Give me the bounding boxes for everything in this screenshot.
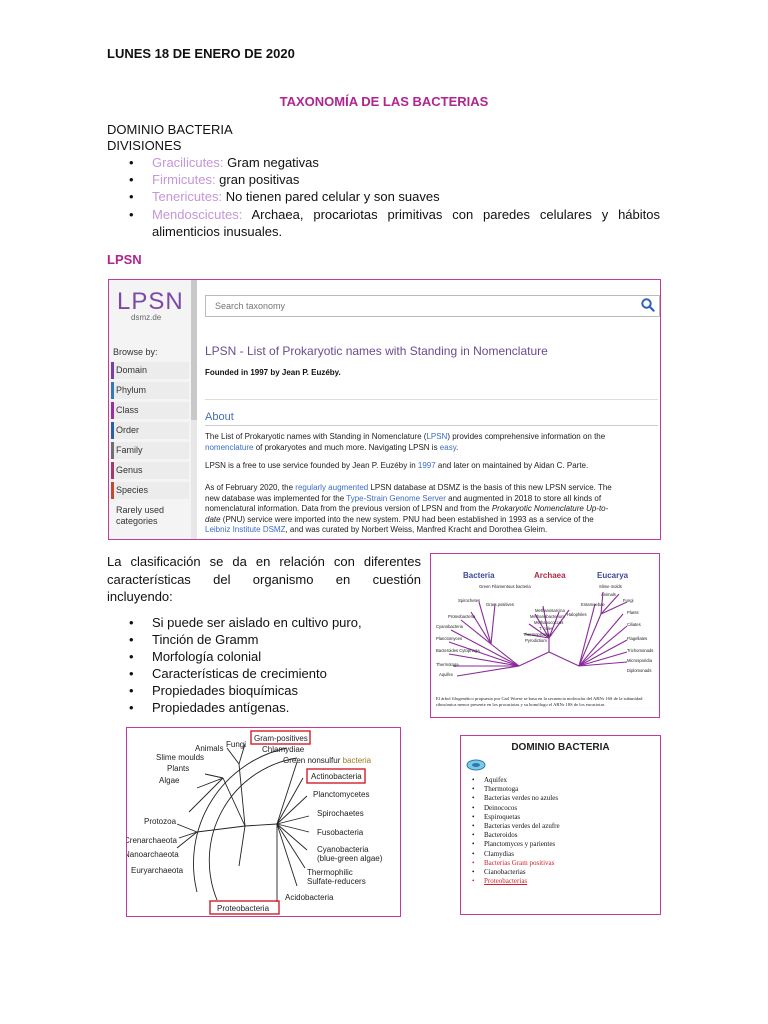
- about-paragraph-3: As of February 2020, the regularly augmented LPSN database at DSMZ is the basis of this new LPSN service. The new database was implemented for the Type-Strain Genome Server and augmented in 2018 to store all kinds of nomenclatural information. Data from the previous version of LPSN and from the Prokaryotic Nomenclature Up-to- date (PNU) service were imported into the new system. PNU had been established in 1993 as a service of the Leibniz Institute DSMZ, and was curated by Norbert Weiss, Manfred Kracht and Dorothea Gleim.: [205, 483, 612, 534]
- about-paragraph-2: LPSN is a free to use service founded by Jean P. Euzéby in 1997 and later on maintained by Aidan C. Parte.: [205, 461, 589, 470]
- lpsn-screenshot: [108, 279, 661, 540]
- list-item: • Bacterias Gram positivas: [472, 859, 560, 868]
- easy-link[interactable]: easy: [439, 442, 457, 452]
- tree-label: Trichomonads: [627, 648, 654, 653]
- divider: [205, 425, 658, 426]
- tree-label: Entamoebae: [581, 602, 605, 607]
- tree-label: Planctomyces: [436, 636, 463, 641]
- tree-label: Fusobacteria: [317, 828, 364, 837]
- lpsn-logo-sub: dsmz.de: [131, 313, 162, 322]
- list-item: • Espiroquetas: [472, 813, 560, 822]
- lpsn-link[interactable]: LPSN: [426, 432, 448, 441]
- about-heading: About: [205, 411, 234, 423]
- bacterium-icon: [465, 758, 487, 772]
- tree-label: Halophiles: [567, 612, 587, 617]
- bacteria-label: Bacteria: [463, 571, 495, 580]
- tree-label: Plants: [627, 610, 639, 615]
- document-date: LUNES 18 DE ENERO DE 2020: [107, 46, 295, 61]
- lpsn-sidebar: [109, 280, 191, 539]
- tree-label: Protozoa: [144, 817, 177, 826]
- year-1997-link[interactable]: 1997: [417, 461, 436, 470]
- lpsn-heading: LPSN: [107, 252, 142, 267]
- tree-label: Diplomonads: [627, 668, 652, 673]
- tree-label: Sulfate-reducers: [307, 877, 366, 886]
- tree-label: Aquifex: [439, 672, 453, 677]
- tygs-link[interactable]: Type-Strain Genome Server: [346, 493, 446, 503]
- tree-label: Slime moulds: [156, 753, 205, 762]
- tree-label: Ciliates: [627, 622, 641, 627]
- tree-label: Proteobacteria: [217, 904, 270, 913]
- tree-label: Gram-positives: [254, 734, 308, 743]
- tree-label: Animals: [195, 744, 224, 753]
- dominio-bacteria-slide: [460, 735, 661, 915]
- tree-label: Algae: [159, 776, 180, 785]
- nav-phylum[interactable]: Phylum: [111, 382, 189, 399]
- list-item: • Bacterias verdes no azules: [472, 794, 560, 803]
- nav-order[interactable]: Order: [111, 422, 189, 439]
- tree-label: Green nonsulfur bacteria: [283, 756, 372, 765]
- nav-genus[interactable]: Genus: [111, 462, 189, 479]
- tree-label: Methanobacterium: [530, 614, 565, 619]
- tree-label: Gram positives: [486, 602, 514, 607]
- about-paragraph-1: The List of Prokaryotic names with Standing in Nomenclature (LPSN) provides comprehensive information on the nomenclature of prokaryotes and much more. Navigating LPSN is easy.: [205, 432, 606, 452]
- list-item: • Cianobacterias: [472, 868, 560, 877]
- archaea-label: Archaea: [534, 571, 566, 580]
- tree-label: Spirochetes: [458, 598, 481, 603]
- nav-rarely-used[interactable]: Rarely used categories: [111, 502, 189, 530]
- list-item: • Clamydias: [472, 850, 560, 859]
- nav-species[interactable]: Species: [111, 482, 189, 499]
- classification-paragraph: La clasificación se da en relación con diferentes características del organismo en cuestión incluyendo:: [107, 554, 421, 604]
- nav-family[interactable]: Family: [111, 442, 189, 459]
- tree-label: Pyrodictium: [525, 638, 547, 643]
- tree-label: Cyanobacteria: [436, 624, 464, 629]
- list-item: • Bacterias verdes del azufre: [472, 822, 560, 831]
- nav-domain[interactable]: Domain: [111, 362, 189, 379]
- lpsn-scrollbar[interactable]: [191, 280, 197, 539]
- lpsn-page-heading: LPSN - List of Prokaryotic names with Standing in Nomenclature: [205, 344, 548, 358]
- slide-title: DOMINIO BACTERIA: [511, 742, 610, 753]
- tree-label: Bacteroides Cytophaga: [436, 648, 480, 653]
- tree-label: Acidobacteria: [285, 893, 334, 902]
- browse-label: Browse by:: [113, 347, 158, 357]
- tree-label: Actinobacteria: [311, 772, 362, 781]
- tree-label: T. celer: [539, 626, 553, 631]
- tree-label: Methanococcus: [534, 620, 564, 625]
- list-item: • Deinococos: [472, 804, 560, 813]
- lpsn-logo: LPSN: [117, 288, 184, 315]
- bacteria-list: [472, 776, 560, 886]
- list-item: • Aquifex: [472, 776, 560, 785]
- tree-label: Fungi: [226, 740, 247, 749]
- tree-label: Crenarchaeota: [127, 836, 177, 845]
- nomenclature-link[interactable]: nomenclature: [205, 442, 254, 452]
- nav-class[interactable]: Class: [111, 402, 189, 419]
- tree-label: Chlamydiae: [262, 745, 305, 754]
- list-item: • Proteobacterias: [472, 877, 560, 886]
- search-box[interactable]: [205, 295, 660, 317]
- tree-label: Spirochaetes: [317, 809, 364, 818]
- list-item: • Bacteroidos: [472, 831, 560, 840]
- document-title: TAXONOMÍA DE LAS BACTERIAS: [279, 94, 489, 109]
- tree-label: Thermotoga: [436, 662, 459, 667]
- woese-tree-image: [430, 553, 660, 718]
- tree-caption: El árbol filogenético propuesto por Carl Woese se basa en la secuencia molecular del ARNr 16S de la subunidad ribosómica menor presente en los procariotas y su homólogo el ARNr 18S de los eucariotas: [436, 696, 643, 707]
- tree-label: (blue-green algae): [317, 854, 383, 863]
- tree-label: Nanoarchaeota: [127, 850, 179, 859]
- eucarya-label: Eucarya: [597, 571, 629, 580]
- dsmz-link[interactable]: Leibniz Institute DSMZ: [205, 525, 286, 534]
- search-input[interactable]: [213, 300, 617, 312]
- tree-of-life-image: [126, 727, 401, 917]
- tree-label: Animals: [601, 592, 616, 597]
- list-item: • Thermotoga: [472, 785, 560, 794]
- tree-label: Methanosarcina: [535, 608, 565, 613]
- search-icon[interactable]: [641, 298, 655, 317]
- tree-label: Microsporidia: [627, 658, 652, 663]
- tree-label: Thermoproteus: [523, 632, 552, 637]
- tree-label: Green Filamentous bacteria: [479, 584, 531, 589]
- tree-label: Euryarchaeota: [131, 866, 184, 875]
- founded-text: Founded in 1997 by Jean P. Euzéby.: [205, 368, 341, 377]
- tree-label: Plants: [167, 764, 190, 773]
- tree-label: Planctomycetes: [313, 790, 370, 799]
- tree-label: Slime molds: [599, 584, 622, 589]
- tree-label: Thermophilic: [307, 868, 353, 877]
- divider: [205, 399, 658, 400]
- divisions-label: DIVISIONES: [107, 138, 182, 153]
- tree-label: Flagellates: [627, 636, 648, 641]
- domain-label: DOMINIO BACTERIA: [107, 122, 233, 137]
- tree-label: Cyanobacteria: [317, 845, 369, 854]
- tree-label: Proteobacteria: [448, 614, 476, 619]
- division-item-continuation: alimenticios inusuales.: [152, 224, 283, 239]
- regularly-augmented-link[interactable]: regularly augmented: [295, 483, 369, 492]
- tree-label: Fungi: [623, 598, 634, 603]
- list-item: • Planctomyces y parientes: [472, 840, 560, 849]
